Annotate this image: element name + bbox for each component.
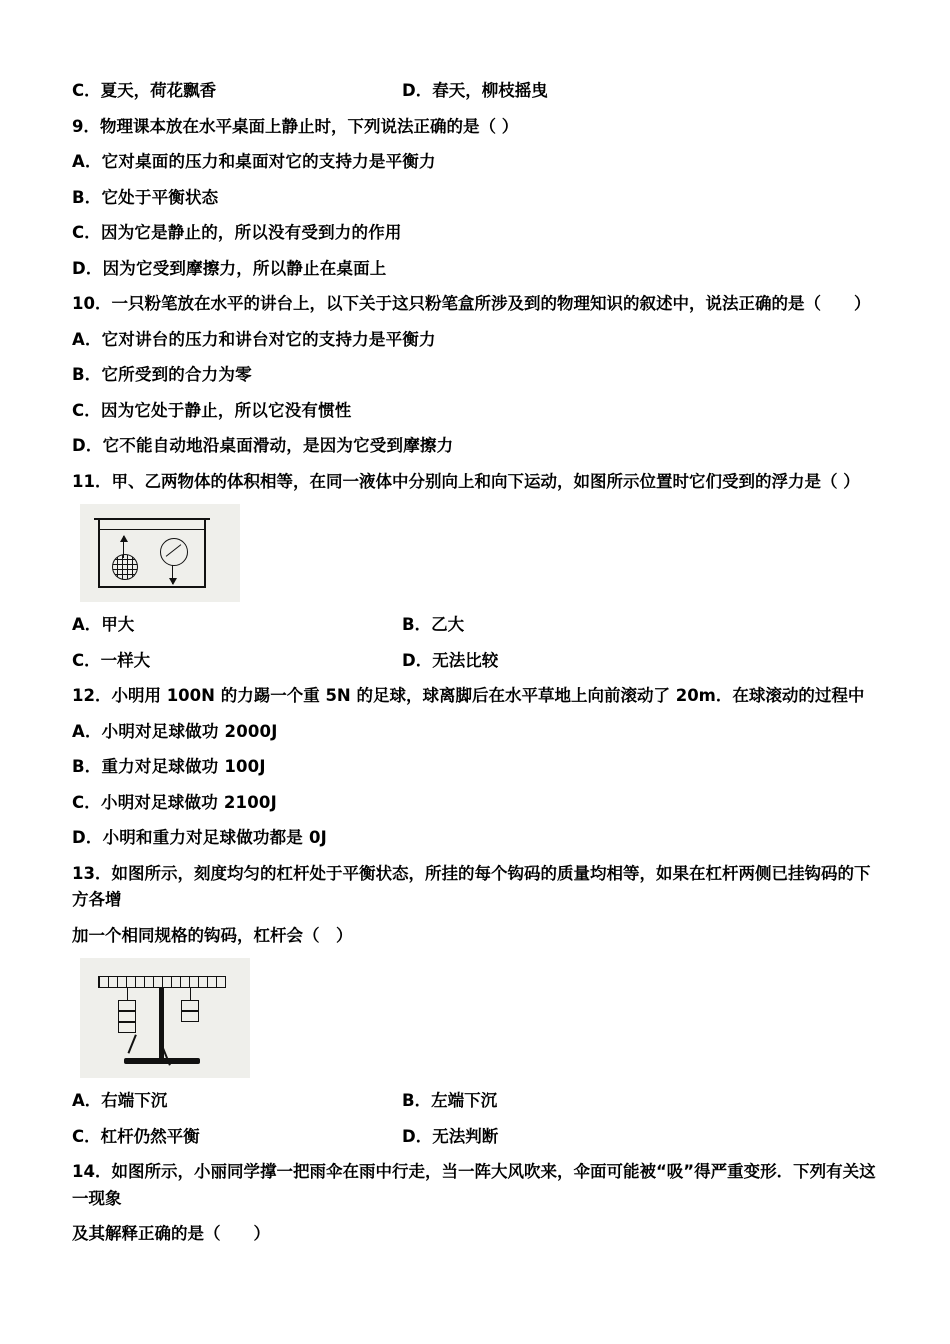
question-10-option-b: B．它所受到的合力为零 xyxy=(72,365,252,385)
question-13-options-row-1 xyxy=(72,1088,878,1114)
question-9-option-a: A．它对桌面的压力和桌面对它的支持力是平衡力 xyxy=(72,151,436,171)
question-11-option-d: D．无法比较 xyxy=(402,650,499,670)
question-13-option-b: B．左端下沉 xyxy=(402,1091,498,1111)
question-10-option-d: D．它不能自动地沿桌面滑动，是因为它受到摩擦力 xyxy=(72,436,454,456)
water-surface-line xyxy=(100,529,204,530)
weight-left-2 xyxy=(118,1011,136,1022)
question-9-option-c: C．因为它是静止的，所以没有受到力的作用 xyxy=(72,223,402,243)
question-9-option-d: D．因为它受到摩擦力，所以静止在桌面上 xyxy=(72,258,387,278)
question-11-option-b: B．乙大 xyxy=(402,615,465,635)
question-12-option-c: C．小明对足球做功 2100J xyxy=(72,792,277,812)
weight-right-1 xyxy=(181,1000,199,1011)
question-10-stem: 10．一只粉笔放在水平的讲台上，以下关于这只粉笔盒所涉及到的物理知识的叙述中，说法正确的是（ ） xyxy=(72,294,871,314)
carryover-options-row xyxy=(72,78,878,104)
question-11-stem: 11．甲、乙两物体的体积相等，在同一液体中分别向上和向下运动，如图所示位置时它们受到的浮力是（ ） xyxy=(72,471,860,491)
right-hanger-line xyxy=(190,988,191,1000)
question-14-stem-line-2: 及其解释正确的是（ ） xyxy=(72,1224,270,1244)
question-14-stem-line-1: 14．如图所示，小丽同学撑一把雨伞在雨中行走，当一阵大风吹来，伞面可能被“吸”得严重变形．下列有关这一现象 xyxy=(72,1162,876,1208)
question-13-stem-line-2: 加一个相同规格的钩码，杠杆会（ ） xyxy=(72,925,353,945)
option-d: D．春天，柳枝摇曳 xyxy=(402,81,548,100)
question-11-options-row-2 xyxy=(72,648,878,674)
beaker-outline xyxy=(98,518,206,588)
question-9-stem: 9．物理课本放在水平桌面上静止时，下列说法正确的是（ ） xyxy=(72,116,519,136)
object-jia-shape xyxy=(112,554,138,580)
question-11-option-c: C．一样大 xyxy=(72,650,151,670)
question-13-option-c: C．杠杆仍然平衡 xyxy=(72,1126,200,1146)
question-12-option-d: D．小明和重力对足球做功都是 0J xyxy=(72,828,327,848)
weight-right-2 xyxy=(181,1011,199,1022)
question-12-option-b: B．重力对足球做功 100J xyxy=(72,757,266,777)
question-11-option-a: A．甲大 xyxy=(72,615,135,635)
question-11-options-row-1 xyxy=(72,612,878,638)
left-hanger-line xyxy=(127,988,128,1000)
beaker-figure-canvas xyxy=(80,504,240,602)
figure-beaker-buoyancy xyxy=(80,504,878,602)
question-13-options-row-2 xyxy=(72,1124,878,1150)
weight-left-1 xyxy=(118,1000,136,1011)
question-13-stem-line-1: 13．如图所示，刻度均匀的杠杆处于平衡状态，所挂的每个钩码的质量均相等，如果在杠杆两侧已挂钩码的下方各增 xyxy=(72,864,871,910)
question-12-stem: 12．小明用 100N 的力踢一个重 5N 的足球，球离脚后在水平草地上向前滚动了 20m．在球滚动的过程中 xyxy=(72,686,865,706)
question-13-option-a: A．右端下沉 xyxy=(72,1091,168,1111)
lever-beam xyxy=(98,976,226,988)
question-9-option-b: B．它处于平衡状态 xyxy=(72,187,219,207)
question-12-option-a: A．小明对足球做功 2000J xyxy=(72,721,278,741)
lever-figure-canvas xyxy=(80,958,250,1078)
figure-lever-balance xyxy=(80,958,878,1078)
weight-left-3 xyxy=(118,1022,136,1033)
question-10-option-c: C．因为它处于静止，所以它没有惯性 xyxy=(72,400,352,420)
lever-base xyxy=(124,1058,200,1064)
object-yi-shape xyxy=(160,538,188,566)
option-c: C．夏天，荷花飘香 xyxy=(72,81,217,100)
question-13-option-d: D．无法判断 xyxy=(402,1126,499,1146)
question-10-option-a: A．它对讲台的压力和讲台对它的支持力是平衡力 xyxy=(72,329,436,349)
